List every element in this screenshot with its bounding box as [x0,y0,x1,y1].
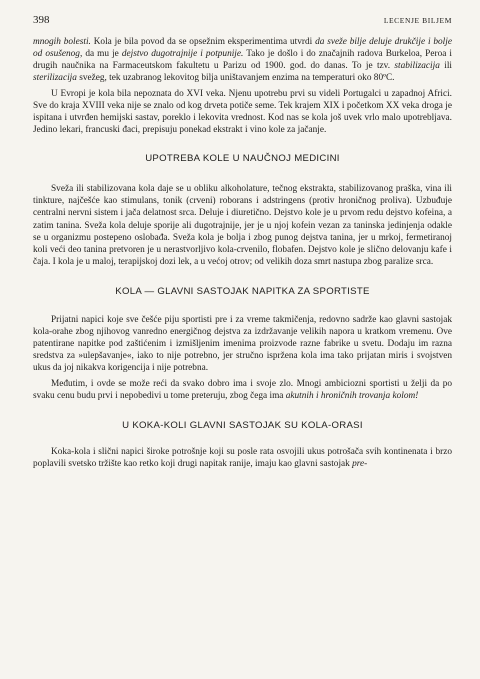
page-number: 398 [33,14,50,26]
section-heading-coca-cola: U KOKA-KOLI GLAVNI SASTOJAK SU KOLA-ORASI [122,420,363,432]
text-italic: da sveže bilje deluje drukčije i bolje od osušenog, [33,37,452,60]
text-italic: stabilizacija [394,61,440,72]
coca-cola-paragraph [33,446,452,470]
running-head: LECENJE BILJEM [383,16,452,25]
text-italic: mnogih bolesti. [33,37,91,47]
text: svežeg, tek uzabranog lekovitog bilja uništavanjem enzima na temperaturi oko 80ºC. [76,73,395,84]
text-italic: akutnih i hroničnih trovanja kolom! [285,390,419,401]
sport-paragraph-2 [33,378,452,402]
text-italic: dejstvo dugotrajnije i potpunije. [121,49,244,60]
text: Međutim, i ovde se može reći da svako dobro ima i svoje zlo. Mnogi ambiciozni sportisti u želji da po svaku cenu budu prvi i nepobedivi u tome preteruju, zbog čega ima [33,378,452,401]
intro-paragraph-1 [33,36,452,84]
section-heading-medicine: UPOTREBA KOLE U NAUČNOJ MEDICINI [145,153,340,165]
text: Kola je bila povod da se opsežnim eksperimentima utvrdi [90,37,316,47]
medicine-paragraph: Sveža ili stabilizovana kola daje se u obliku alkoholature, tečnog ekstrakta, stabilizovanog praška, vina ili tinkture, najčešće kao stimulans, tonik (crveni) roborans i adstringens (protiv hroničnog proliva). Uzbuđuje centralni nervni sistem i jača delatnost srca. Deluje i diuretično. Dejstvo kole je u prvom redu dejstvo kofeina, a zatim tanina. Sveža kola deluje sporije ali dugotrajnije, jer je u njoj kofein vezan za taninska jedinjenja odakle se u organizmu postepeno oslobađa. Sveža kola je bolja i zbog punog dejstva tanina, jer u mrkoj, fermetiranoj koli veći deo tanina pretvoren je u nerastvorljivo kola-crvenilo, flobafen. Dejstvo kole je slično delovanju kafe i čaja. I kola je u maloj, terapijskoj dozi lek, a u većoj otrov; od velikih doza smrt nastupa zbog paralize srca. [33,184,452,267]
text-italic: sterilizacija [33,73,77,84]
text: Koka-kola i slični napici široke potrošnje koji su posle rata osvojili ukus potrošača svih kontinenata i brzo poplavili svetsko tržište kao retko koji drugi napitak ranije, imaju kao glavni sastojak [33,447,452,470]
text: da mu je [82,49,122,60]
text: Tako je došlo i do značajnih radova Burkeloa, Peroa i drugih naučnika na Farmaceutskom fakultetu u Parizu od 1900. god. do danas. To je tzv. [33,49,452,72]
text-italic: pre- [352,459,368,470]
sport-paragraph-1: Prijatni napici koje sve češće piju sportisti pre i za vreme takmičenja, redovno sadrže kao glavni sastojak kola-orahe zbog njihovog vanredno energičnog dejstva za izdržavanje velikih napora u kratkom vremenu. Ove patentirane napitke pod zaštićenim i izmišljenim imenima proizvode razne fabrike u svetu. Dodaju im razna sredstva za »ulepšavanje«, iako to nije potrebno, jer stručno ispržena kola ima tako prijatan miris i svojstven ukus da joj nikakva korigencija i nije potrebna. [33,314,452,373]
text: ili [439,61,452,72]
section-heading-sport: KOLA — GLAVNI SASTOJAK NAPITKA ZA SPORTISTE [115,285,370,297]
intro-paragraph-2: U Evropi je kola bila nepoznata do XVI veka. Njenu upotrebu prvi su videli Portugalci u zapadnoj Africi. Sve do kraja XVIII veka nije se znalo od kog drveta potiče seme. Tek krajem XIX i početkom XX veka droga je ispitana i utvrđen hemijski sastav, poreklo i lekovita vrednost. Kod nas se kola još uvek vrlo malo upotrebljava. Jedino lekari, francuski đaci, prepisuju ponekad ekstrakt i vino kole za jačanje. [33,89,452,136]
page-header [33,14,452,36]
